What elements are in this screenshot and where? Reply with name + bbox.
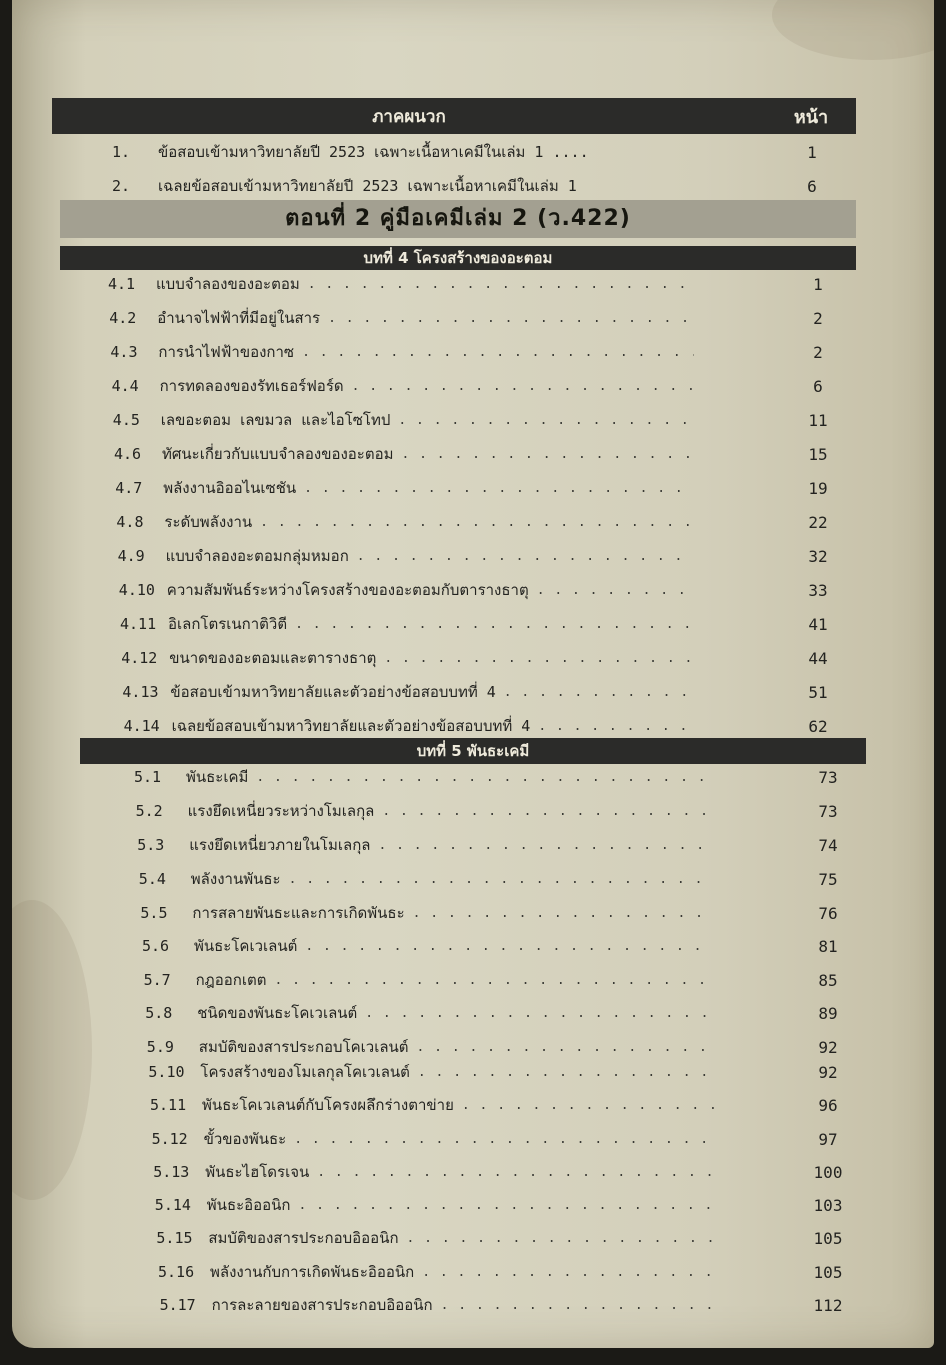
toc-entry-page (798, 832, 858, 858)
toc-entry-number: 5.3 (137, 836, 165, 854)
toc-entry-number: 4.5 (112, 411, 140, 429)
toc-entry (155, 1192, 722, 1218)
leader-dots (407, 1231, 714, 1246)
toc-entry (145, 1000, 722, 1026)
page-number: 73 (818, 767, 838, 787)
toc-entry (119, 577, 702, 603)
toc-entry-number: 5.14 (154, 1196, 191, 1214)
page-number: 33 (808, 580, 828, 600)
toc-entry-title: กฎออกเตต (195, 971, 267, 989)
page-number: 105 (813, 1228, 843, 1248)
chapter-5-heading: บทที่ 5 พันธะเคมี (416, 742, 530, 760)
toc-entry (134, 764, 722, 790)
page-number: 89 (818, 1003, 838, 1023)
document-page (12, 0, 934, 1348)
leader-dots (365, 1006, 714, 1021)
page-number: 44 (808, 648, 828, 668)
toc-entry-page (798, 1092, 858, 1118)
toc-entry-page (798, 1292, 858, 1318)
page-number: 2 (813, 342, 823, 362)
toc-entry (156, 1225, 722, 1251)
toc-entry-page (798, 1034, 858, 1060)
part-title: ตอนที่ 2 คู่มือเคมีเล่ม 2 (ว.422) (60, 200, 856, 238)
toc-entry-number: 2. (112, 177, 131, 195)
toc-entry (144, 967, 722, 993)
toc-entry-page (798, 1059, 858, 1085)
toc-entry-number: 5.13 (153, 1163, 190, 1181)
toc-entry-number: 4.14 (123, 717, 160, 735)
toc-entry-title: การทดลองของรัทเธอร์ฟอร์ด (159, 377, 344, 395)
leader-dots (299, 1198, 714, 1213)
page-number: 62 (808, 716, 828, 736)
toc-entry (120, 611, 702, 637)
toc-entry-title: แบบจำลองของอะตอม (156, 275, 300, 293)
chapter-4-header-bar (60, 246, 856, 270)
toc-entry-title: ข้อสอบเข้ามหาวิทยาลัยและตัวอย่างข้อสอบบทที่ 4 (170, 683, 496, 701)
toc-entry (150, 1092, 722, 1118)
toc-entry-page (798, 1000, 858, 1026)
page-number: 97 (818, 1129, 838, 1149)
leader-dots (462, 1098, 714, 1113)
page-number: 81 (818, 936, 838, 956)
toc-entry-number: 5.1 (134, 768, 162, 786)
page-stain (12, 900, 92, 1200)
page-number: 100 (813, 1162, 843, 1182)
toc-entry-number: 5.6 (142, 937, 170, 955)
page-number: 15 (808, 444, 828, 464)
page-number: 85 (818, 970, 838, 990)
toc-entry (116, 509, 702, 535)
leader-dots (294, 1132, 714, 1147)
toc-entry-title: ข้อสอบเข้ามหาวิทยาลัยปี 2523 เฉพาะเนื้อหาเคมีในเล่ม 1 .... (158, 143, 589, 161)
page-number: 76 (818, 903, 838, 923)
page-number: 11 (808, 410, 828, 430)
appendix-header-bar (52, 98, 856, 134)
toc-entry-page (788, 713, 848, 739)
toc-entry (112, 173, 702, 199)
toc-entry-title: เฉลยข้อสอบเข้ามหาวิทยาลัยและตัวอย่างข้อสอบบทที่ 4 (171, 717, 531, 735)
toc-entry-title: การนำไฟฟ้าของกาซ (158, 343, 295, 361)
leader-dots (256, 770, 714, 785)
toc-entry-page (798, 1259, 858, 1285)
leader-dots (401, 447, 694, 462)
leader-dots (537, 583, 694, 598)
toc-entry-title: ขนาดของอะตอมและตารางธาตุ (169, 649, 377, 667)
toc-entry-number: 4.6 (114, 445, 142, 463)
toc-entry (114, 441, 702, 467)
leader-dots (422, 1265, 714, 1280)
toc-entry-number: 5.7 (143, 971, 171, 989)
toc-entry-page (798, 1192, 858, 1218)
toc-entry (124, 713, 702, 739)
leader-dots (302, 345, 694, 360)
toc-entry (118, 543, 702, 569)
leader-dots (398, 413, 694, 428)
toc-entry-number: 5.15 (156, 1229, 193, 1247)
leader-dots (328, 311, 694, 326)
toc-entry (147, 1034, 722, 1060)
chapter-4-heading: บทที่ 4 โครงสร้างของอะตอม (363, 249, 553, 267)
leader-dots (305, 939, 714, 954)
toc-entry-title: เลขอะตอม เลขมวล และไอโซโทป (160, 411, 391, 429)
page-number: 1 (807, 142, 817, 162)
toc-entry-title: ชนิดของพันธะโคเวเลนต์ (197, 1004, 358, 1022)
leader-dots (382, 804, 714, 819)
toc-entry-title: ระดับพลังงาน (164, 513, 253, 531)
toc-entry (153, 1159, 722, 1185)
toc-entry (148, 1059, 722, 1085)
page-number: 96 (818, 1095, 838, 1115)
toc-entry-title: แรงยึดเหนี่ยวภายในโมเลกุล (189, 836, 371, 854)
leader-dots (274, 973, 714, 988)
toc-entry (136, 798, 722, 824)
toc-entry-number: 4.13 (122, 683, 159, 701)
toc-entry-page (798, 1225, 858, 1251)
toc-entry-title: อิเลกโตรเนกาติวิตี (168, 615, 288, 633)
leader-dots (441, 1298, 714, 1313)
page-number: 2 (813, 308, 823, 328)
toc-entry-title: การสลายพันธะและการเกิดพันธะ (192, 904, 405, 922)
leader-dots (413, 906, 714, 921)
toc-entry (121, 645, 702, 671)
page-column-label: หน้า (793, 106, 829, 128)
page-number: 112 (813, 1295, 843, 1315)
leader-dots (538, 719, 694, 734)
toc-entry (113, 407, 702, 433)
toc-entry-page (798, 798, 858, 824)
toc-entry-page (798, 1159, 858, 1185)
toc-entry-page (788, 611, 848, 637)
toc-entry-title: โครงสร้างของโมเลกุลโคเวเลนต์ (200, 1063, 410, 1081)
toc-entry-number: 4.4 (111, 377, 139, 395)
toc-entry-page (798, 764, 858, 790)
toc-entry-title: พันธะอิออนิก (206, 1196, 291, 1214)
toc-entry-page (798, 900, 858, 926)
toc-entry-number: 4.2 (109, 309, 137, 327)
toc-entry-title: แรงยึดเหนี่ยวระหว่างโมเลกุล (187, 802, 375, 820)
toc-entry-number: 5.12 (151, 1130, 188, 1148)
leader-dots (260, 515, 694, 530)
leader-dots (417, 1040, 714, 1055)
chapter-5-header-bar (80, 738, 866, 764)
toc-entry-page (782, 173, 842, 199)
toc-entry (112, 373, 702, 399)
toc-entry-page (788, 475, 848, 501)
page-number: 51 (808, 682, 828, 702)
toc-entry-page (788, 407, 848, 433)
toc-entry (110, 339, 702, 365)
toc-entry-title: พันธะเคมี (186, 768, 249, 786)
toc-entry (137, 832, 722, 858)
toc-entry-number: 5.17 (159, 1296, 196, 1314)
toc-entry (140, 900, 722, 926)
toc-entry-title: พันธะโคเวเลนต์กับโครงผลึกร่างตาข่าย (202, 1096, 454, 1114)
toc-entry-page (788, 305, 848, 331)
toc-entry-number: 5.10 (148, 1063, 185, 1081)
toc-entry (109, 305, 702, 331)
toc-entry-title: อำนาจไฟฟ้าที่มีอยู่ในสาร (157, 309, 321, 327)
page-number: 19 (808, 478, 828, 498)
toc-entry-title: เฉลยข้อสอบเข้ามหาวิทยาลัยปี 2523 เฉพาะเนื้อหาเคมีในเล่ม 1 (158, 177, 577, 195)
leader-dots (352, 379, 694, 394)
page-number: 105 (813, 1262, 843, 1282)
toc-entry-number: 4.7 (115, 479, 143, 497)
toc-entry-page (798, 866, 858, 892)
toc-entry-page (788, 645, 848, 671)
leader-dots (384, 651, 694, 666)
leader-dots (418, 1065, 714, 1080)
toc-entry-number: 5.9 (146, 1038, 174, 1056)
toc-entry-number: 4.3 (110, 343, 138, 361)
toc-entry-number: 5.11 (150, 1096, 187, 1114)
toc-entry-number: 4.11 (120, 615, 157, 633)
toc-entry-title: พลังงานพันธะ (190, 870, 281, 888)
toc-entry (152, 1126, 722, 1152)
toc-entry-page (788, 509, 848, 535)
toc-entry-page (788, 339, 848, 365)
page-stain (772, 0, 934, 60)
toc-entry-page (788, 441, 848, 467)
toc-entry-title: สมบัติของสารประกอบโคเวเลนต์ (198, 1038, 409, 1056)
page-number: 41 (808, 614, 828, 634)
toc-entry-page (782, 139, 842, 165)
page-number: 22 (808, 512, 828, 532)
toc-entry-number: 5.4 (138, 870, 166, 888)
toc-entry-number: 5.5 (140, 904, 168, 922)
toc-entry-title: พันธะโคเวเลนต์ (194, 937, 298, 955)
page-number: 1 (813, 274, 823, 294)
toc-entry-page (798, 967, 858, 993)
toc-entry-page (798, 933, 858, 959)
leader-dots (317, 1165, 714, 1180)
leader-dots (308, 277, 694, 292)
toc-entry-title: การละลายของสารประกอบอิออนิก (211, 1296, 433, 1314)
page-number: 32 (808, 546, 828, 566)
toc-entry (108, 271, 702, 297)
leader-dots (504, 685, 694, 700)
toc-entry-title: สมบัติของสารประกอบอิออนิก (208, 1229, 399, 1247)
leader-dots (304, 481, 694, 496)
toc-entry-title: พลังงานอิออไนเซชัน (163, 479, 297, 497)
leader-dots (295, 617, 694, 632)
page-number: 75 (818, 869, 838, 889)
toc-entry (112, 139, 702, 165)
toc-entry (160, 1292, 722, 1318)
toc-entry-page (788, 577, 848, 603)
toc-entry-number: 4.8 (116, 513, 144, 531)
toc-entry-number: 5.2 (135, 802, 163, 820)
toc-entry-number: 5.8 (145, 1004, 173, 1022)
toc-entry-page (798, 1126, 858, 1152)
appendix-heading: ภาคผนวก (372, 106, 446, 127)
toc-entry-title: พลังงานกับการเกิดพันธะอิออนิก (210, 1263, 415, 1281)
toc-entry-number: 1. (112, 143, 131, 161)
toc-entry-page (788, 373, 848, 399)
toc-entry-page (788, 271, 848, 297)
page-number: 6 (807, 176, 817, 196)
toc-entry (158, 1259, 722, 1285)
page-number: 73 (818, 801, 838, 821)
page-number: 6 (813, 376, 823, 396)
toc-entry (139, 866, 722, 892)
toc-entry-page (788, 543, 848, 569)
toc-entry-title: ขั้วของพันธะ (203, 1130, 287, 1148)
toc-entry-number: 4.10 (118, 581, 155, 599)
toc-entry-number: 4.12 (121, 649, 158, 667)
toc-entry-number: 5.16 (158, 1263, 195, 1281)
page-number: 92 (818, 1037, 838, 1057)
leader-dots (357, 549, 694, 564)
toc-entry (142, 933, 722, 959)
page-number: 74 (818, 835, 838, 855)
toc-entry-title: ความสัมพันธ์ระหว่างโครงสร้างของอะตอมกับตารางธาตุ (166, 581, 529, 599)
leader-dots (289, 872, 714, 887)
leader-dots (378, 838, 714, 853)
toc-entry-title: ทัศนะเกี่ยวกับแบบจำลองของอะตอม (162, 445, 394, 463)
toc-entry-title: พันธะไฮโดรเจน (205, 1163, 310, 1181)
toc-entry (115, 475, 702, 501)
page-number: 103 (813, 1195, 843, 1215)
page-number: 92 (818, 1062, 838, 1082)
toc-entry-title: แบบจำลองอะตอมกลุ่มหมอก (165, 547, 349, 565)
toc-entry-page (788, 679, 848, 705)
toc-entry (122, 679, 702, 705)
toc-entry-number: 4.1 (108, 275, 136, 293)
toc-entry-number: 4.9 (117, 547, 145, 565)
